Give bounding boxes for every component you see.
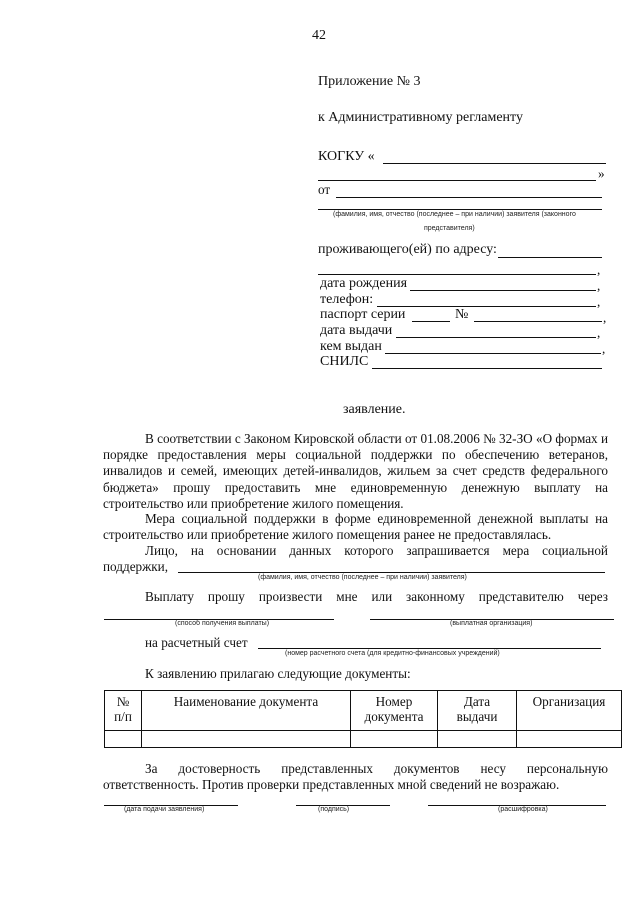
signature-decode-hint: (расшифровка) bbox=[498, 806, 548, 813]
person-name-field[interactable] bbox=[178, 572, 605, 573]
passport-number-field[interactable] bbox=[474, 321, 602, 322]
document-title: заявление. bbox=[343, 402, 406, 417]
from-hint: (фамилия, имя, отчество (последнее – при наличии) заявителя (законного bbox=[333, 211, 576, 218]
table-cell[interactable] bbox=[438, 731, 517, 748]
regulation-label: к Административному регламенту bbox=[318, 110, 523, 125]
issue-date-comma: , bbox=[597, 325, 601, 340]
table-cell[interactable] bbox=[142, 731, 351, 748]
issued-by-comma: , bbox=[602, 341, 606, 356]
table-cell[interactable] bbox=[351, 731, 438, 748]
from-label: от bbox=[318, 182, 331, 197]
account-field[interactable] bbox=[258, 648, 601, 649]
kogku-field[interactable] bbox=[383, 163, 606, 164]
col-organization: Организация bbox=[517, 691, 622, 731]
issue-date-field[interactable] bbox=[396, 337, 596, 338]
from-hint-2: представителя) bbox=[424, 225, 475, 232]
snils-label: СНИЛС bbox=[320, 354, 369, 369]
address-field[interactable] bbox=[498, 257, 602, 258]
passport-comma: , bbox=[603, 310, 607, 325]
phone-field[interactable] bbox=[377, 306, 596, 307]
person-label-line2: поддержки, bbox=[103, 559, 169, 574]
paragraph-law bbox=[103, 431, 608, 512]
issued-by-label: кем выдан bbox=[320, 339, 382, 354]
kogku-field-line2[interactable] bbox=[318, 180, 596, 181]
table-cell[interactable] bbox=[517, 731, 622, 748]
documents-table-header bbox=[105, 691, 622, 731]
person-label-line1: Лицо, на основании данных которого запрашивается мера социальной bbox=[145, 543, 608, 558]
birth-date-comma: , bbox=[597, 278, 601, 293]
appendix-label: Приложение № 3 bbox=[318, 74, 421, 89]
passport-number-label: № bbox=[455, 307, 469, 322]
payment-org-hint: (выплатная организация) bbox=[450, 620, 533, 627]
documents-table bbox=[104, 690, 622, 748]
paragraph-law-text: В соответствии с Законом Кировской области от 01.08.2006 № 32-ЗО «О формах и порядке предоставления меры социальной поддержки по обеспечению ветеранов, инвалидов и семей, имеющих детей-инвалидов, жильем за счет средств федерального бюджета» прошу предоставить мне единовременную денежную выплату на строительство или приобретение жилого помещения. bbox=[103, 431, 609, 511]
closing-paragraph bbox=[103, 761, 608, 793]
account-label: на расчетный счет bbox=[145, 635, 248, 650]
col-number: № п/п bbox=[105, 691, 142, 731]
closing-paragraph-text: За достоверность представленных документов несу персональную ответственность. Против проверки представленных мной сведений не возражаю. bbox=[103, 761, 608, 793]
address-field-line2[interactable] bbox=[318, 274, 596, 275]
phone-label: телефон: bbox=[320, 292, 374, 307]
account-hint: (номер расчетного счета (для кредитно-финансовых учреждений) bbox=[285, 650, 500, 657]
paragraph-not-provided-text: Мера социальной поддержки в форме единовременной денежной выплаты на строительство или приобретение жилого помещения ранее не предоставлялась. bbox=[103, 511, 608, 543]
birth-date-field[interactable] bbox=[410, 290, 596, 291]
birth-date-label: дата рождения bbox=[320, 276, 408, 291]
residing-label: проживающего(ей) по адресу: bbox=[318, 242, 497, 257]
payment-label: Выплату прошу произвести мне или законному представителю через bbox=[145, 589, 608, 604]
paragraph-not-provided bbox=[103, 511, 608, 543]
passport-series-label: паспорт серии bbox=[320, 307, 406, 322]
passport-series-field[interactable] bbox=[412, 321, 450, 322]
snils-field[interactable] bbox=[372, 368, 602, 369]
col-issue-date: Дата выдачи bbox=[438, 691, 517, 731]
from-field[interactable] bbox=[336, 197, 602, 198]
phone-comma: , bbox=[597, 294, 601, 309]
issue-date-label: дата выдачи bbox=[320, 323, 393, 338]
close-quote: » bbox=[598, 166, 605, 181]
payment-method-hint: (способ получения выплаты) bbox=[175, 620, 270, 627]
table-row bbox=[105, 731, 622, 748]
col-document-name: Наименование документа bbox=[142, 691, 351, 731]
address-comma: , bbox=[597, 262, 601, 277]
person-name-hint: (фамилия, имя, отчество (последнее – при наличии) заявителя) bbox=[258, 574, 467, 581]
submission-date-hint: (дата подачи заявления) bbox=[124, 806, 205, 813]
signature-hint: (подпись) bbox=[318, 806, 350, 813]
from-field-line2[interactable] bbox=[318, 209, 602, 210]
page-number: 42 bbox=[312, 28, 326, 43]
issued-by-field[interactable] bbox=[385, 353, 601, 354]
table-cell[interactable] bbox=[105, 731, 142, 748]
kogku-label: КОГКУ « bbox=[318, 149, 375, 164]
col-document-number: Номер документа bbox=[351, 691, 438, 731]
attachments-label: К заявлению прилагаю следующие документы: bbox=[145, 666, 411, 681]
